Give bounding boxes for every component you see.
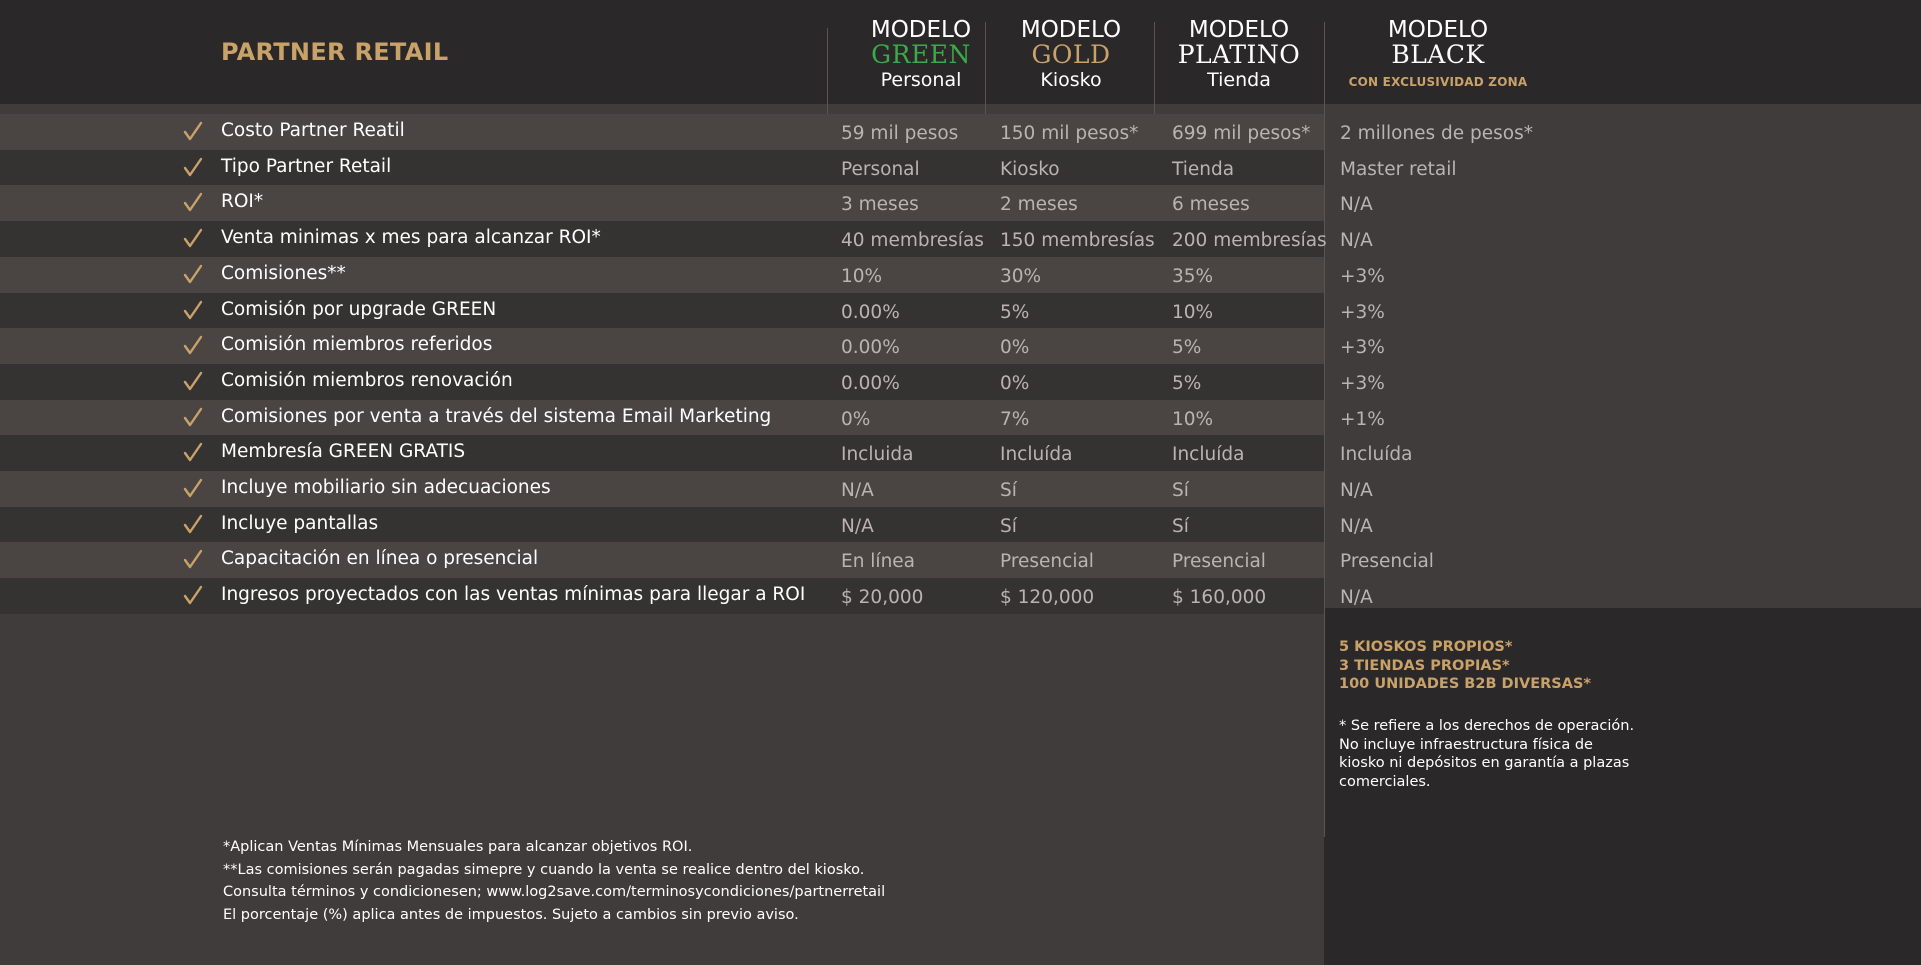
model-prefix: MODELO <box>1188 17 1290 43</box>
cell-green: 0.00% <box>841 372 900 394</box>
black-extras <box>1339 638 1591 694</box>
table-row <box>0 578 1373 614</box>
table-row <box>0 293 1385 329</box>
cell-green: 59 mil pesos <box>841 123 959 144</box>
cell-platino: 699 mil pesos* <box>1172 123 1311 144</box>
cell-platino: Sí <box>1172 480 1189 501</box>
cell-black: N/A <box>1340 587 1373 609</box>
model-subtitle: Tienda <box>1207 69 1271 91</box>
cell-black: +3% <box>1340 301 1385 323</box>
cell-gold: Kiosko <box>1000 158 1060 180</box>
cell-gold: Sí <box>1000 480 1017 501</box>
table-row <box>0 364 1385 400</box>
cell-black: N/A <box>1340 515 1373 537</box>
checkmark-icon <box>183 404 203 428</box>
cell-black: Master retail <box>1340 158 1457 180</box>
model-prefix: MODELO <box>870 17 972 43</box>
cell-green: En línea <box>841 551 916 573</box>
feature-label: Ingresos proyectados con las ventas mínimas para llegar a ROI <box>221 584 806 606</box>
cell-black: Incluída <box>1340 444 1413 466</box>
cell-black: 2 millones de pesos* <box>1340 123 1534 144</box>
table-row <box>0 507 1373 543</box>
checkmark-icon <box>183 154 203 178</box>
cell-green: 40 membresías <box>841 230 984 252</box>
cell-gold: Incluída <box>1000 444 1073 466</box>
footnote-line: Consulta términos y condicionesen; www.log2save.com/terminosycondiciones/partnerretail <box>223 884 886 900</box>
cell-green: Personal <box>841 158 920 180</box>
table-row <box>0 435 1413 471</box>
feature-label: Tipo Partner Retail <box>221 155 392 177</box>
footnote-line: *Aplican Ventas Mínimas Mensuales para alcanzar objetivos ROI. <box>223 839 693 855</box>
feature-label: Incluye pantallas <box>221 512 379 534</box>
feature-label: Venta minimas x mes para alcanzar ROI* <box>221 227 601 249</box>
cell-gold: 7% <box>1000 408 1030 430</box>
cell-gold: Presencial <box>1000 551 1094 573</box>
cell-platino: 5% <box>1172 337 1202 359</box>
feature-label: Comisiones** <box>221 262 346 284</box>
black-footnote: * Se refiere a los derechos de operación. No incluye infraestructura física de kiosko ni depósitos en garantía a plazas comerciales. <box>1339 718 1635 790</box>
feature-label: Comisión miembros referidos <box>221 334 493 356</box>
cell-black: Presencial <box>1340 551 1434 573</box>
checkmark-icon <box>183 189 203 213</box>
checkmark-icon <box>183 546 203 570</box>
cell-platino: 10% <box>1172 408 1214 430</box>
table-row <box>0 150 1457 186</box>
model-subtitle: Kiosko <box>1040 69 1102 91</box>
cell-gold: 0% <box>1000 372 1030 394</box>
black-extra-item: 3 TIENDAS PROPIAS* <box>1339 657 1510 674</box>
column-header-platino <box>1129 18 1349 93</box>
feature-label: Comisión miembros renovación <box>221 369 513 391</box>
cell-platino: 5% <box>1172 372 1202 394</box>
cell-green: 0% <box>841 408 871 430</box>
cell-black: +3% <box>1340 337 1385 359</box>
page-title: PARTNER RETAIL <box>221 38 449 66</box>
cell-black: +1% <box>1340 408 1385 430</box>
cell-platino: $ 160,000 <box>1172 587 1267 609</box>
cell-green: $ 20,000 <box>841 587 924 609</box>
model-name-green: GREEN <box>871 40 971 69</box>
column-header-black <box>1328 18 1548 89</box>
feature-label: Capacitación en línea o presencial <box>221 548 539 570</box>
feature-label: Incluye mobiliario sin adecuaciones <box>221 477 551 498</box>
checkmark-icon <box>183 118 203 142</box>
checkmark-icon <box>183 368 203 392</box>
cell-green: 3 meses <box>841 194 919 216</box>
cell-platino: 10% <box>1172 301 1214 323</box>
cell-platino: 35% <box>1172 265 1214 287</box>
cell-gold: $ 120,000 <box>1000 587 1095 609</box>
model-subtitle: Personal <box>880 69 962 91</box>
table-row <box>0 400 1385 436</box>
checkmark-icon <box>183 475 203 499</box>
cell-platino: Sí <box>1172 515 1189 537</box>
cell-gold: 150 mil pesos* <box>1000 123 1139 144</box>
cell-platino: Tienda <box>1172 158 1235 180</box>
table-row <box>0 114 1534 150</box>
feature-label: Membresía GREEN GRATIS <box>221 441 466 463</box>
feature-label: Comisiones por venta a través del sistema Email Marketing <box>221 405 772 427</box>
checkmark-icon <box>183 582 203 606</box>
cell-green: N/A <box>841 515 874 537</box>
black-extra-item: 100 UNIDADES B2B DIVERSAS* <box>1339 676 1591 692</box>
cell-platino: Presencial <box>1172 551 1266 573</box>
model-name-gold: GOLD <box>1031 40 1111 69</box>
cell-gold: 30% <box>1000 265 1042 287</box>
footnote-line: **Las comisiones serán pagadas simepre y cuando la venta se realice dentro del kiosko. <box>223 861 865 878</box>
footnotes <box>223 836 885 926</box>
column-divider <box>1324 22 1325 837</box>
feature-label: Costo Partner Reatil <box>221 120 405 141</box>
cell-gold: 5% <box>1000 301 1030 323</box>
cell-black: N/A <box>1340 230 1373 252</box>
cell-black: +3% <box>1340 372 1385 394</box>
cell-green: 10% <box>841 265 883 287</box>
table-row <box>0 471 1373 507</box>
cell-green: 0.00% <box>841 301 900 323</box>
cell-gold: 2 meses <box>1000 194 1078 216</box>
cell-black: +3% <box>1340 265 1385 287</box>
cell-green: N/A <box>841 480 874 501</box>
cell-gold: 150 membresías <box>1000 230 1155 252</box>
cell-black: N/A <box>1340 480 1373 501</box>
feature-label: Comisión por upgrade GREEN <box>221 298 497 320</box>
model-subtitle: CON EXCLUSIVIDAD ZONA <box>1348 75 1528 89</box>
cell-platino: 200 membresías <box>1172 230 1327 252</box>
checkmark-icon <box>183 261 203 285</box>
checkmark-icon <box>183 297 203 321</box>
table-row <box>0 185 1373 221</box>
cell-platino: Incluída <box>1172 444 1245 466</box>
model-prefix: MODELO <box>1387 17 1489 43</box>
checkmark-icon <box>183 439 203 463</box>
cell-gold: Sí <box>1000 515 1017 537</box>
checkmark-icon <box>183 332 203 356</box>
cell-platino: 6 meses <box>1172 194 1250 216</box>
checkmark-icon <box>183 511 203 535</box>
table-row <box>0 257 1385 293</box>
table-row <box>0 221 1373 257</box>
model-prefix: MODELO <box>1020 17 1122 43</box>
table-row <box>0 542 1434 578</box>
feature-label: ROI* <box>221 191 264 213</box>
black-extra-item: 5 KIOSKOS PROPIOS* <box>1339 639 1513 655</box>
table-row <box>0 328 1385 364</box>
cell-green: Incluida <box>841 444 914 466</box>
checkmark-icon <box>183 225 203 249</box>
model-name-black: BLACK <box>1391 40 1485 69</box>
cell-black: N/A <box>1340 194 1373 216</box>
cell-gold: 0% <box>1000 337 1030 359</box>
footnote-line: El porcentaje (%) aplica antes de impuestos. Sujeto a cambios sin previo aviso. <box>223 906 799 923</box>
model-name-platino: PLATINO <box>1177 40 1301 69</box>
cell-green: 0.00% <box>841 337 900 359</box>
